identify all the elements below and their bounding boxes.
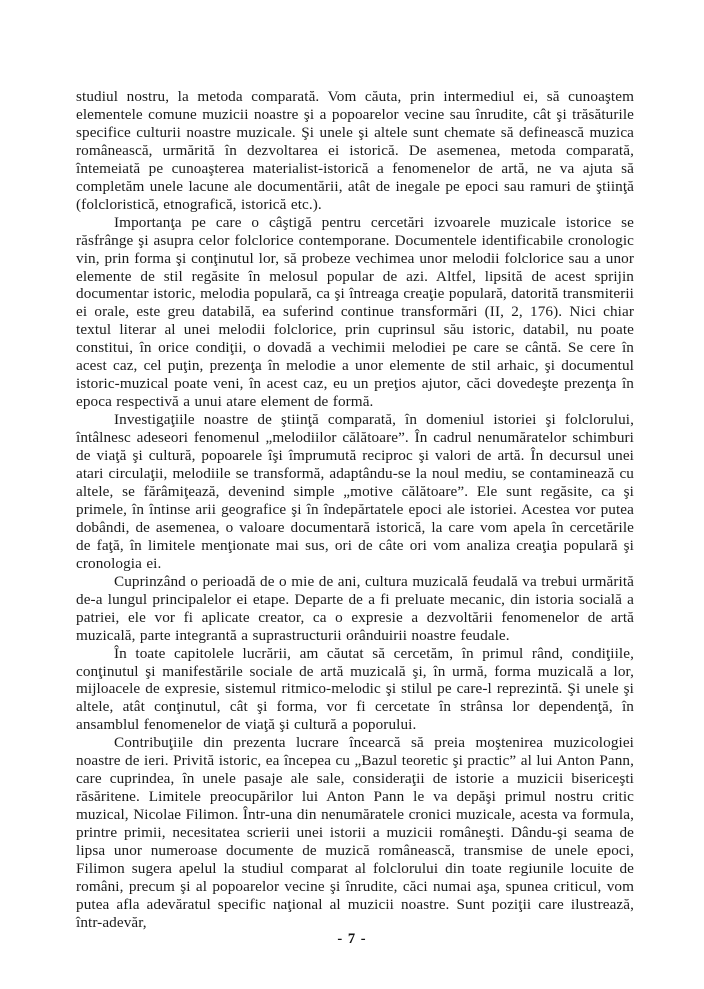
paragraph: Cuprinzând o perioadă de o mie de ani, cultura muzicală feudală va trebui urmărită de-a lungul principalelor ei etape. Departe de a fi preluate mecanic, din istoria socială a patriei, ele vor fi aplicate creator, ca o expresie a dezvoltării fenomenelor de artă muzicală, parte integrantă a suprastructurii orânduirii noastre feudale.	[76, 572, 634, 644]
paragraph: În toate capitolele lucrării, am căutat să cercetăm, în primul rând, condiţiile, conţinutul şi manifestările sociale de artă muzicală şi, în urmă, forma muzicală a lor, mijloacele de expresie, sistemul ritmico-melodic şi stilul pe care-l reprezintă. Şi unele şi altele, atât conţinutul, cât şi forma, vor fi cercetate în strânsa lor dependenţă, în ansamblul fenomenelor de viaţă şi cultură a poporului.	[76, 644, 634, 734]
paragraph: Investigaţiile noastre de ştiinţă comparată, în domeniul istoriei şi folclorului, întâlnesc adeseori fenomenul „melodiilor călătoare”. În cadrul nenumăratelor schimburi de viaţă şi cultură, popoarele îşi împrumută reciproc şi valori de artă. În decursul unei atari circulaţii, melodiile se transformă, adaptându-se la noul mediu, se contaminează cu altele, se fărâmiţează, devenind simple „motive călătoare”. Ele sunt regăsite, ca şi primele, în întinse arii geografice şi în îndepărtatele epoci ale istoriei. Acestea vor putea dobândi, de asemenea, o valoare documentară istorică, la care vom apela în cercetările de faţă, în limitele menţionate mai sus, ori de câte ori vom analiza creaţia populară şi cronologia ei.	[76, 411, 634, 572]
body-text	[76, 88, 634, 932]
page-number: - 7 -	[337, 931, 367, 947]
paragraph-continuation: studiul nostru, la metoda comparată. Vom căuta, prin intermediul ei, să cunoaştem elementele comune muzicii noastre şi a popoarelor vecine sau înrudite, cât şi trăsăturile specifice culturii noastre muzicale. Şi unele şi altele sunt chemate să definească muzica românească, urmărită în dezvoltarea ei istorică. De asemenea, metoda comparată, întemeiată pe cunoaşterea materialist-istorică a fenomenelor de artă, ne va ajuta să completăm unele lacune ale documentării, atât de inegale pe epoci sau ramuri de ştiinţă (folcloristică, etnografică, istorică etc.).	[76, 88, 634, 213]
paragraph: Importanţa pe care o câştigă pentru cercetări izvoarele muzicale istorice se răsfrânge şi asupra celor folclorice contemporane. Documentele identificabile cronologic vin, prin forma şi conţinutul lor, să probeze vechimea unor melodii folclorice sau a unor elemente de stil regăsite în melosul popular de azi. Altfel, lipsită de acest sprijin documentar istoric, melodia populară, ca şi întreaga creaţie populară, datorită transmiterii ei orale, este greu databilă, ea suferind continue transformări (II, 2, 176). Nici chiar textul literar al unei melodii folclorice, prin cuprinsul său istoric, databil, nu poate constitui, în orice condiţii, o dovadă a vechimii melodiei pe care se cântă. Se cere în acest caz, cel puţin, prezenţa în melodie a unor elemente de stil arhaic, şi documentul istoric-muzical poate veni, în acest caz, eu un preţios ajutor, căci dovedeşte prezenţa în epoca respectivă a unui atare element de formă.	[76, 213, 634, 411]
paragraph: Contribuţiile din prezenta lucrare încearcă să preia moştenirea muzicologiei noastre de ieri. Privită istoric, ea începea cu „Bazul teoretic şi practic” al lui Anton Pann, care cuprindea, în unele pasaje ale sale, consideraţii de istorie a muzicii bisericeşti răsăritene. Limitele preocupărilor lui Anton Pann le va depăşi primul nostru critic muzical, Nicolae Filimon. Într-una din nenumăratele cronici muzicale, acesta va formula, printre primii, necesitatea scrierii unei istorii a muzicii româneşti. Dându-şi seama de lipsa unor numeroase documente de muzică românească, transmise de unele epoci, Filimon sugera apelul la studiul comparat al folclorului din toate regiunile locuite de români, precum şi al popoarelor vecine şi înrudite, căci numai aşa, spunea criticul, vom putea afla adevăratul specific naţional al muzicii noastre. Sunt poziţii care ilustrează, într-adevăr,	[76, 734, 634, 931]
